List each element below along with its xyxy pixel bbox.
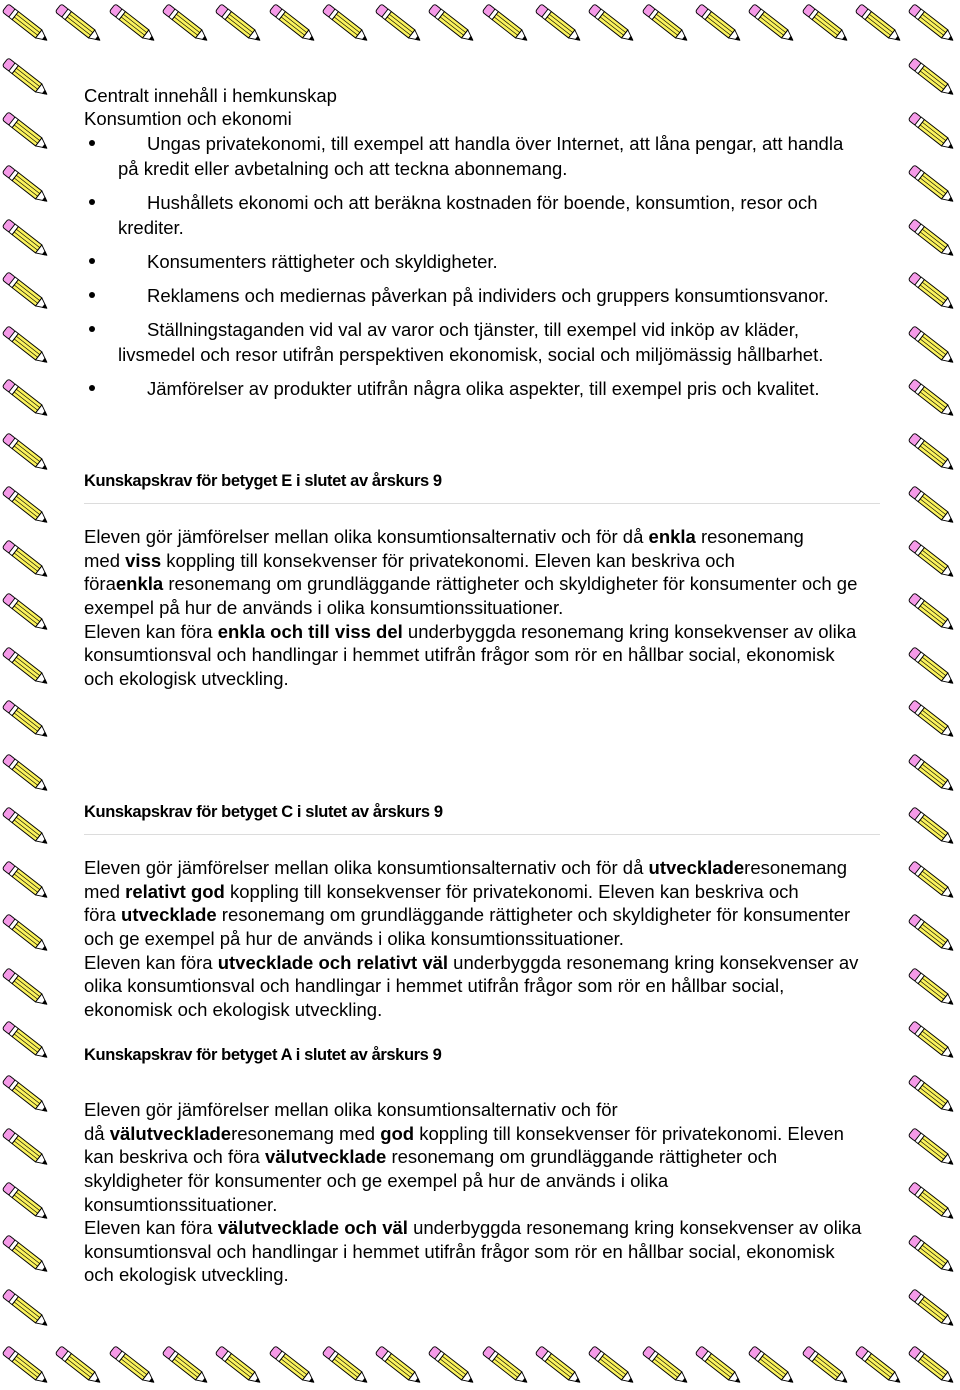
- text-run: med: [84, 549, 126, 571]
- pencil-icon: [2, 1289, 50, 1329]
- pencil-icon: [908, 219, 956, 259]
- text-run: föra: [84, 573, 116, 595]
- pencil-icon: [908, 540, 956, 580]
- pencil-icon: [802, 4, 850, 44]
- text-run: och ekologisk utveckling.: [84, 667, 289, 689]
- pencil-icon: [908, 754, 956, 794]
- pencil-icon: [535, 4, 583, 44]
- bullet-icon: [89, 140, 95, 146]
- pencil-icon: [2, 861, 50, 901]
- paragraph-line: [84, 927, 858, 951]
- text-run: Eleven kan föra: [84, 620, 218, 642]
- list-item-line: Ungas privatekonomi, till exempel att handla över Internet, att låna pengar, att handla: [147, 132, 844, 154]
- text-run: exempel på hur de används i olika konsumtionssituationer.: [84, 596, 564, 618]
- paragraph-line: [84, 974, 858, 998]
- pencil-icon: [322, 1346, 370, 1386]
- pencil-icon: [908, 1289, 956, 1329]
- pencil-icon: [269, 4, 317, 44]
- pencil-icon: [2, 593, 50, 633]
- paragraph-line: [84, 1263, 861, 1287]
- text-run: konsumtionsval och handlingar i hemmet utifrån frågor som rör en hållbar social, ekonomisk: [84, 1240, 835, 1262]
- pencil-icon: [908, 1075, 956, 1115]
- list-item: [0, 283, 900, 308]
- paragraph-line: [84, 951, 858, 975]
- paragraph-line: [84, 856, 858, 880]
- pencil-icon: [642, 4, 690, 44]
- bold-term: utvecklade och relativt väl: [217, 951, 449, 973]
- paragraph-line: [84, 1098, 861, 1122]
- text-run: kan beskriva och föra: [84, 1146, 265, 1168]
- intro-block: [84, 84, 337, 130]
- section-divider: [84, 503, 880, 504]
- paragraph-line: [84, 620, 857, 644]
- pencil-icon: [162, 4, 210, 44]
- text-run: Eleven kan föra: [84, 951, 218, 973]
- text-run: med: [84, 880, 126, 902]
- pencil-icon: [109, 1346, 157, 1386]
- text-run: Eleven gör jämförelser mellan olika konsumtionsalternativ och för då: [84, 857, 649, 879]
- text-run: underbyggda resonemang kring konsekvenser av olika: [407, 1217, 862, 1239]
- pencil-icon: [2, 1075, 50, 1115]
- pencil-icon: [908, 968, 956, 1008]
- paragraph-line: [84, 903, 858, 927]
- page-title: Centralt innehåll i hemkunskap: [84, 84, 337, 106]
- section-heading: Kunskapskrav för betyget A i slutet av årskurs 9: [84, 1046, 442, 1064]
- pencil-icon: [855, 4, 903, 44]
- pencil-icon: [2, 540, 50, 580]
- bullet-icon: [89, 326, 95, 332]
- section-heading: Kunskapskrav för betyget E i slutet av årskurs 9: [84, 472, 442, 490]
- text-run: koppling till konsekvenser för privatekonomi. Eleven kan beskriva och: [161, 549, 735, 571]
- text-run: och ge exempel på hur de används i olika konsumtionssituationer.: [84, 927, 624, 949]
- text-run: resonemang om grundläggande rättigheter och skyldigheter för konsumenter: [216, 904, 851, 926]
- text-run: och ekologisk utveckling.: [84, 1264, 289, 1286]
- paragraph-line: [84, 998, 858, 1022]
- pencil-icon: [2, 433, 50, 473]
- pencil-icon: [2, 647, 50, 687]
- pencil-icon: [2, 1346, 50, 1386]
- pencil-icon: [2, 1182, 50, 1222]
- pencil-icon: [588, 4, 636, 44]
- pencil-icon: [908, 165, 956, 205]
- bold-term: välutvecklade: [264, 1146, 387, 1168]
- pencil-icon: [428, 4, 476, 44]
- pencil-icon: [908, 486, 956, 526]
- pencil-icon: [908, 1235, 956, 1275]
- text-run: resonemang: [744, 857, 848, 879]
- bold-term: välutvecklade och väl: [217, 1217, 408, 1239]
- paragraph-line: [84, 643, 857, 667]
- pencil-icon: [908, 700, 956, 740]
- list-item: [0, 249, 900, 274]
- pencil-icon: [802, 1346, 850, 1386]
- text-run: koppling till konsekvenser för privatekonomi. Eleven kan beskriva och: [224, 880, 799, 902]
- pencil-icon: [908, 914, 956, 954]
- pencil-icon: [908, 593, 956, 633]
- pencil-icon: [535, 1346, 583, 1386]
- list-item-line: Jämförelser av produkter utifrån några olika aspekter, till exempel pris och kvalitet.: [147, 377, 820, 399]
- pencil-icon: [2, 807, 50, 847]
- pencil-icon: [2, 1021, 50, 1061]
- pencil-icon: [908, 272, 956, 312]
- list-item: [0, 190, 900, 240]
- pencil-icon: [482, 4, 530, 44]
- pencil-icon: [908, 1128, 956, 1168]
- text-run: resonemang om grundläggande rättigheter och skyldigheter för konsumenter och ge: [163, 573, 858, 595]
- text-run: resonemang om grundläggande rättigheter och: [386, 1146, 778, 1168]
- list-item: [0, 317, 900, 367]
- text-run: Eleven kan föra: [84, 1217, 218, 1239]
- section-paragraph: [84, 1098, 861, 1287]
- paragraph-line: [84, 1240, 861, 1264]
- paragraph-line: [84, 1193, 861, 1217]
- bullet-icon: [89, 199, 95, 205]
- text-run: konsumtionsval och handlingar i hemmet utifrån frågor som rör en hållbar social, ekonomisk: [84, 644, 835, 666]
- bold-term: enkla: [115, 573, 164, 595]
- list-item: [0, 376, 900, 401]
- pencil-icon: [375, 4, 423, 44]
- pencil-icon: [908, 112, 956, 152]
- text-run: resonemang: [695, 526, 804, 548]
- text-run: skyldigheter för konsumenter och ge exempel på hur de används i olika: [84, 1169, 669, 1191]
- bold-term: relativt god: [125, 880, 225, 902]
- pencil-icon: [855, 1346, 903, 1386]
- pencil-icon: [748, 1346, 796, 1386]
- text-run: underbyggda resonemang kring konsekvenser av: [448, 951, 859, 973]
- pencil-icon: [908, 647, 956, 687]
- section-paragraph: [84, 856, 858, 1021]
- page-subtitle: Konsumtion och ekonomi: [84, 107, 292, 129]
- text-run: föra: [84, 904, 122, 926]
- section-heading: Kunskapskrav för betyget C i slutet av årskurs 9: [84, 803, 443, 821]
- list-item-line: Hushållets ekonomi och att beräkna kostnaden för boende, konsumtion, resor och: [147, 191, 818, 213]
- pencil-icon: [908, 326, 956, 366]
- pencil-icon: [375, 1346, 423, 1386]
- paragraph-line: [84, 549, 857, 573]
- pencil-icon: [322, 4, 370, 44]
- bold-term: utvecklade: [121, 904, 217, 926]
- bullet-icon: [89, 385, 95, 391]
- bold-term: välutvecklade: [109, 1122, 232, 1144]
- pencil-icon: [109, 4, 157, 44]
- list-item: [0, 131, 900, 181]
- pencil-icon: [2, 1235, 50, 1275]
- list-item-line: Reklamens och mediernas påverkan på individers och gruppers konsumtionsvanor.: [147, 284, 829, 306]
- list-item-line: krediter.: [118, 216, 184, 238]
- text-run: resonemang med: [231, 1122, 381, 1144]
- pencil-icon: [588, 1346, 636, 1386]
- pencil-icon: [908, 58, 956, 98]
- list-item-line: på kredit eller avbetalning och att teckna abonnemang.: [118, 157, 568, 179]
- paragraph-line: [84, 1122, 861, 1146]
- pencil-icon: [908, 379, 956, 419]
- bullet-icon: [89, 292, 95, 298]
- bold-term: viss: [125, 549, 162, 571]
- section-paragraph: [84, 525, 857, 690]
- text-run: koppling till konsekvenser för privatekonomi. Eleven: [414, 1122, 844, 1144]
- pencil-icon: [642, 1346, 690, 1386]
- pencil-icon: [2, 486, 50, 526]
- list-item-line: Ställningstaganden vid val av varor och tjänster, till exempel vid inköp av kläder,: [147, 318, 799, 340]
- pencil-icon: [428, 1346, 476, 1386]
- paragraph-line: [84, 572, 857, 596]
- paragraph-line: [84, 1169, 861, 1193]
- pencil-icon: [695, 1346, 743, 1386]
- pencil-icon: [2, 700, 50, 740]
- pencil-icon: [2, 754, 50, 794]
- pencil-icon: [908, 433, 956, 473]
- paragraph-line: [84, 525, 857, 549]
- paragraph-line: [84, 667, 857, 691]
- text-run: underbyggda resonemang kring konsekvenser av olika: [402, 620, 857, 642]
- text-run: ekonomisk och ekologisk utveckling.: [84, 998, 383, 1020]
- section-divider: [84, 834, 880, 835]
- pencil-icon: [908, 4, 956, 44]
- paragraph-line: [84, 1216, 861, 1240]
- pencil-icon: [2, 58, 50, 98]
- list-item-line: Konsumenters rättigheter och skyldigheter.: [147, 250, 498, 272]
- pencil-icon: [908, 1346, 956, 1386]
- text-run: konsumtionssituationer.: [84, 1193, 278, 1215]
- list-item-line: livsmedel och resor utifrån perspektiven ekonomisk, social och miljömässig hållbarhet.: [118, 343, 824, 365]
- paragraph-line: [84, 880, 858, 904]
- pencil-icon: [2, 1128, 50, 1168]
- pencil-icon: [215, 4, 263, 44]
- bold-term: enkla: [648, 526, 696, 548]
- pencil-icon: [908, 861, 956, 901]
- text-run: Eleven gör jämförelser mellan olika konsumtionsalternativ och för: [84, 1099, 618, 1121]
- pencil-icon: [162, 1346, 210, 1386]
- pencil-icon: [2, 914, 50, 954]
- pencil-icon: [908, 807, 956, 847]
- paragraph-line: [84, 1145, 861, 1169]
- paragraph-line: [84, 596, 857, 620]
- pencil-icon: [269, 1346, 317, 1386]
- text-run: då: [84, 1122, 110, 1144]
- bold-term: enkla och till viss del: [217, 620, 403, 642]
- pencil-icon: [55, 1346, 103, 1386]
- pencil-icon: [215, 1346, 263, 1386]
- pencil-icon: [748, 4, 796, 44]
- bold-term: utvecklade: [648, 857, 745, 879]
- bullet-icon: [89, 258, 95, 264]
- pencil-icon: [908, 1021, 956, 1061]
- pencil-icon: [482, 1346, 530, 1386]
- bold-term: god: [380, 1122, 415, 1144]
- pencil-icon: [908, 1182, 956, 1222]
- pencil-icon: [2, 968, 50, 1008]
- pencil-icon: [2, 4, 50, 44]
- content-list: [0, 131, 900, 410]
- pencil-icon: [55, 4, 103, 44]
- text-run: Eleven gör jämförelser mellan olika konsumtionsalternativ och för då: [84, 526, 649, 548]
- pencil-icon: [695, 4, 743, 44]
- text-run: olika konsumtionsval och handlingar i hemmet utifrån frågor som rör en hållbar social,: [84, 975, 785, 997]
